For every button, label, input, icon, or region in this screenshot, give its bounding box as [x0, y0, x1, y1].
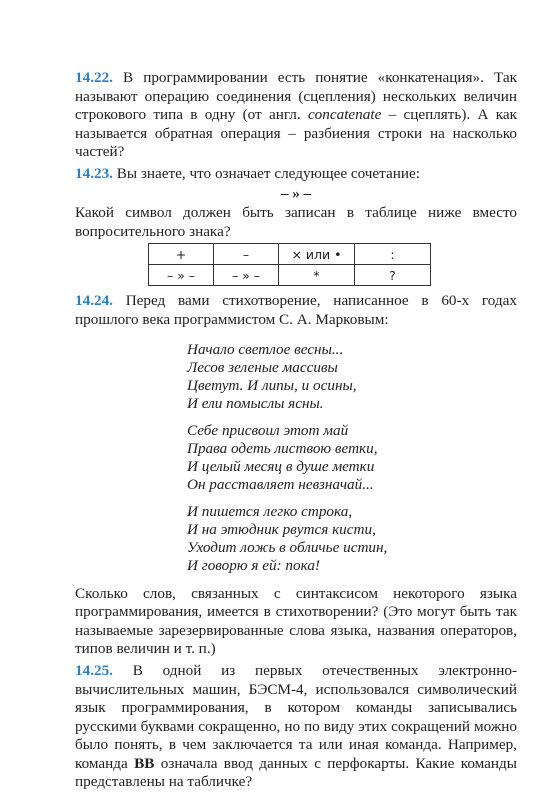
poem-line: И целый месяц в душе метки [187, 457, 375, 475]
poem-line: Начало светлое весны... [187, 340, 344, 358]
poem-line: Цветут. И липы, и осины, [187, 376, 357, 394]
poem-line: Уходит ложь в обличье истин, [187, 538, 388, 556]
table-cell: – » – [214, 265, 279, 286]
table-cell: – [214, 244, 279, 265]
poem-line: И пишется легко строка, [187, 502, 353, 520]
problem-number: 14.24. [75, 292, 113, 310]
problem-number: 14.22. [75, 69, 113, 86]
page-content [75, 69, 517, 792]
combo-symbol: – » – [280, 184, 312, 202]
problem-number: 14.23. [75, 164, 113, 182]
problem-14-24-question: Сколько слов, связанных с синтаксисом некоторого языка программирования, имеется в стихотворении? (Это могут быть так называемые зарезервированные слова языка, названия операторов, типов величин и т. п.) [75, 584, 517, 658]
problem-14-23-question: Какой символ должен быть записан в таблице ниже вместо вопросительного знака? [75, 204, 517, 240]
poem-stanza [187, 341, 517, 413]
poem-line: Себе присвоил этот май [187, 421, 349, 439]
table-cell: – » – [149, 265, 214, 286]
poem-line: И ели помыслы ясны. [187, 394, 324, 412]
problem-14-25: 14.25. В одной из первых отечественных электронно-вычислительных машин, БЭСМ-4, использовался символический язык программирования, в котором команды записывались русскими буквами сокращенно, но по виду этих сокращений можно было понять, в чем заключается та или иная команда. Например, команда ВВ означала ввод данных с перфокарты. Какие команды представлены на табличке? [75, 661, 517, 791]
problem-14-24: 14.24. Перед вами стихотворение, написанное в 60-х годах прошлого века программистом С. А. Марковым: [75, 292, 517, 328]
problem-number: 14.25. [75, 661, 113, 679]
table-cell: + [149, 244, 214, 265]
table-row [149, 265, 431, 286]
table-cell: * [279, 265, 355, 286]
poem-line: И говорю я ей: пока! [187, 556, 320, 574]
table-row [149, 244, 431, 265]
poem-stanza [187, 422, 517, 494]
poem-stanza [187, 503, 517, 575]
problem-14-22: 14.22. В программировании есть понятие «конкатенация». Так называют операцию соединения (сцепления) нескольких величин строкового типа в одну (от англ. concatenate – сцеплять). А как называется обратная операция – разбиения строки на насколько частей? [75, 69, 517, 161]
table-cell: : [355, 244, 431, 265]
symbol-table [148, 243, 431, 286]
poem-line: Он расставляет невзначай... [187, 475, 374, 493]
poem-line: Права одеть листвою ветки, [187, 439, 378, 457]
command-example: ВВ [134, 754, 155, 772]
poem [187, 341, 517, 575]
table-cell: × или • [279, 244, 355, 265]
term-concatenate: concatenate [307, 106, 382, 124]
table-cell: ? [355, 265, 431, 286]
poem-line: И на этюдник рвутся кисти, [187, 520, 376, 538]
problem-14-23: 14.23. Вы знаете, что означает следующее сочетание: [75, 164, 420, 182]
poem-line: Лесов зеленые массивы [187, 358, 338, 376]
